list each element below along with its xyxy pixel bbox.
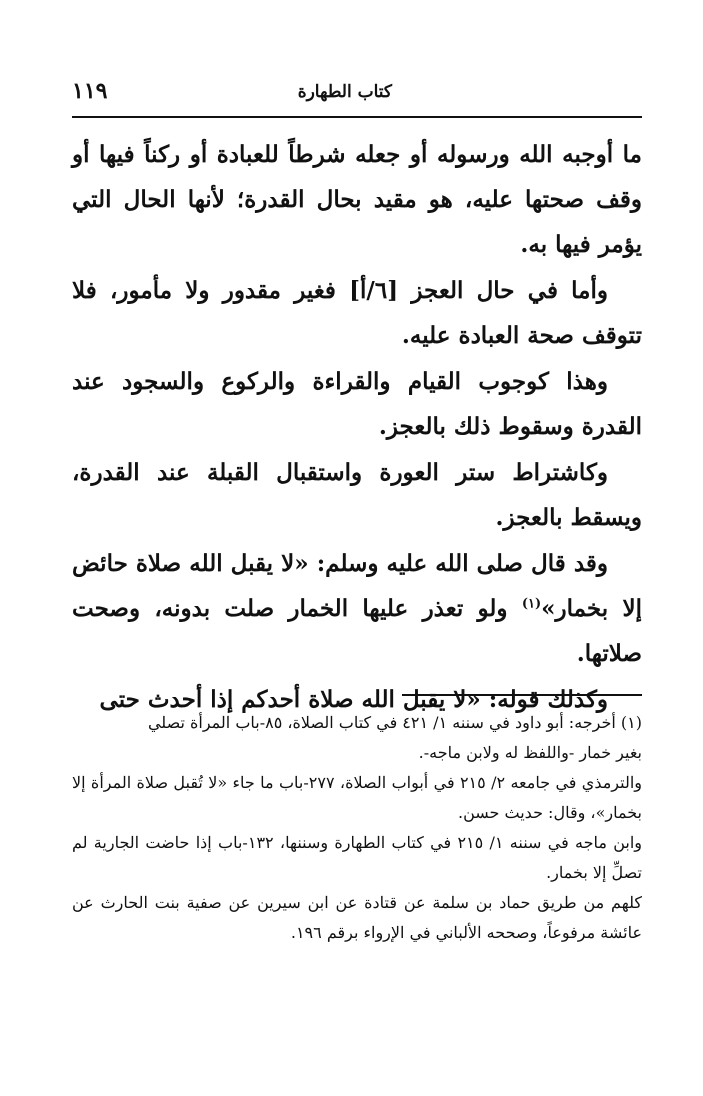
footnote-ibn-majah: وابن ماجه في سننه ١/ ٢١٥ في كتاب الطهارة وسننها، ١٣٢-باب إذا حاضت الجارية لم تصلِّ إلا بخمار. [72, 833, 643, 882]
paragraph-6: وكذلك قوله: «لا يقبل الله صلاة أحدكم إذا أحدث حتى [99, 686, 608, 713]
page-number: ١١٩ [72, 78, 108, 104]
running-header [72, 80, 642, 110]
paragraph-3: وهذا كوجوب القيام والقراءة والركوع والسجود عند القدرة وسقوط ذلك بالعجز. [72, 368, 642, 440]
header-rule [72, 116, 642, 118]
main-text [72, 132, 642, 723]
paragraph-2: وأما في حال العجز [٦/أ] فغير مقدور ولا مأمور، فلا تتوقف صحة العبادة عليه. [72, 277, 642, 349]
paragraph-4: وكاشتراط ستر العورة واستقبال القبلة عند القدرة، ويسقط بالعجز. [72, 459, 642, 531]
footnotes [72, 708, 642, 948]
chapter-title: كتاب الطهارة [297, 82, 392, 102]
footnote-1-line-1: (١) أخرجه: أبو داود في سننه ١/ ٤٢١ في كتاب الصلاة، ٨٥-باب المرأة تصلي [147, 713, 642, 732]
footnote-separator [402, 694, 642, 696]
footnote-chain: كلهم من طريق حماد بن سلمة عن قتادة عن ابن سيرين عن صفية بنت الحارث عن عائشة مرفوعاً، وصححه الألباني في الإرواء برقم ١٩٦. [72, 893, 642, 942]
paragraph-5-hadith: وقد قال صلى الله عليه وسلم: «لا يقبل الله صلاة حائض إلا بخمار» [72, 550, 642, 622]
paragraph-5 [72, 541, 642, 676]
paragraph-5-rest: ولو تعذر عليها الخمار صلت بدونه، وصحت صلاتها. [72, 595, 642, 667]
footnote-1-line-2: بغير خمار -واللفظ له ولابن ماجه-. [418, 743, 642, 762]
footnote-reference-1[interactable]: (١) [521, 596, 542, 612]
paragraph-1: ما أوجبه الله ورسوله أو جعله شرطاً للعبادة أو ركناً فيها أو وقف صحتها عليه، هو مقيد بحال القدرة؛ لأنها الحال التي يؤمر فيها به. [72, 141, 642, 258]
footnote-tirmidhi: والترمذي في جامعه ٢/ ٢١٥ في أبواب الصلاة، ٢٧٧-باب ما جاء «لا تُقبل صلاة المرأة إلا بخمار»، وقال: حديث حسن. [72, 773, 642, 822]
